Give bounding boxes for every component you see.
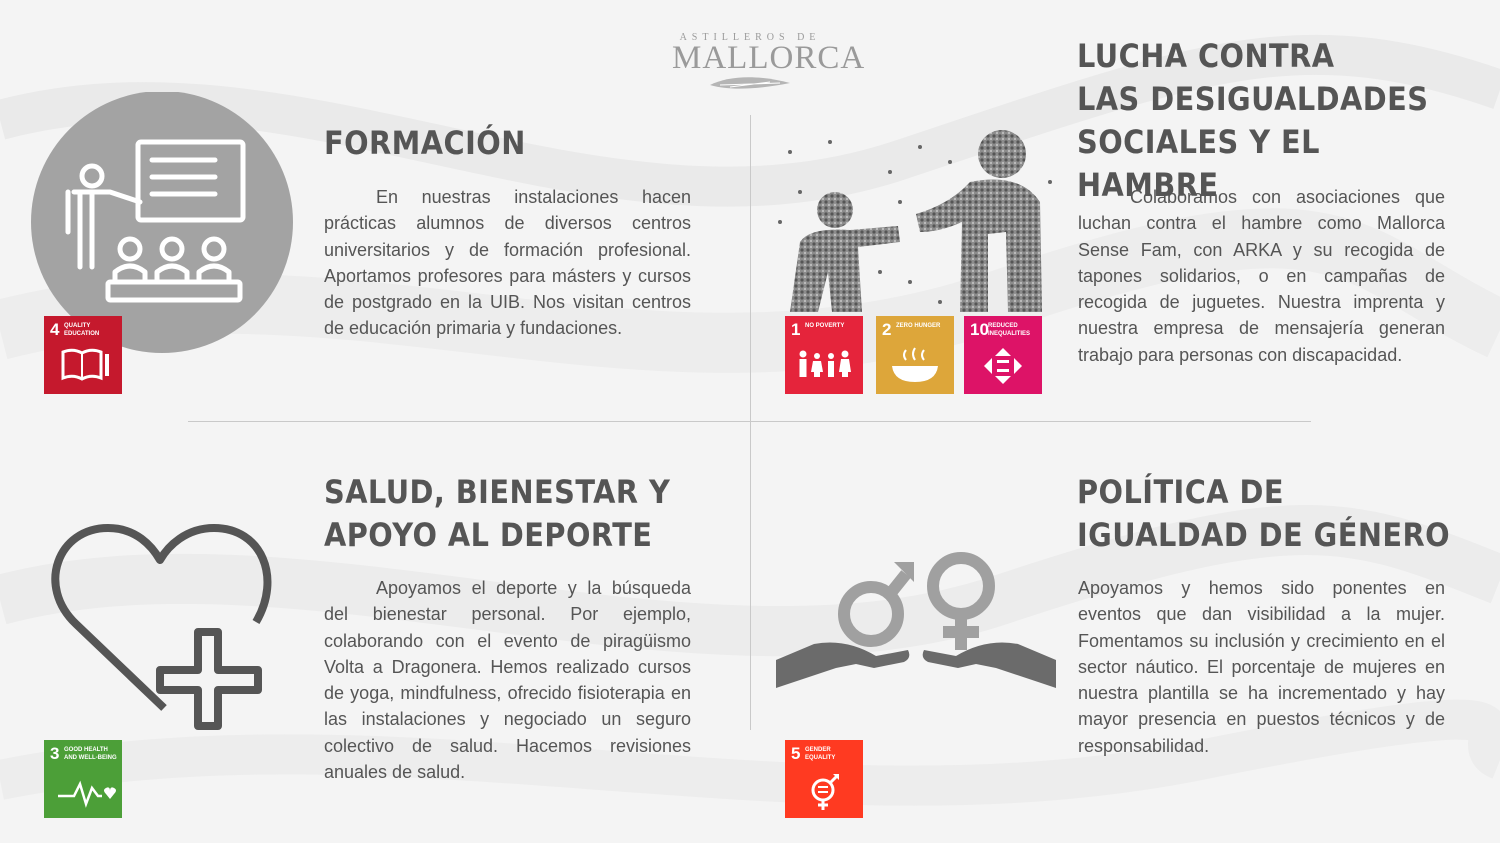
desigualdades-title — [1077, 35, 1458, 207]
sdg-badge-reduced-inequalities — [964, 316, 1042, 394]
sdg-badge-quality-education — [44, 316, 122, 394]
igualdad-body: Apoyamos y hemos sido ponentes en eventos que dan visibilidad a la mujer. Fomentamos su inclusión y crecimiento en el sector náutico. El porcentaje de mujeres en nuestra plantilla se ha incrementado y hay mayor presencia en puestos técnicos y de responsabilidad. — [1078, 578, 1445, 756]
gender-symbols-hands-icon — [776, 552, 1056, 694]
bowl-icon — [876, 316, 954, 394]
sdg-label: REDUCED INEQUALITIES — [988, 323, 1031, 337]
sdg-number: 10 — [970, 320, 989, 339]
sdg-badge-good-health — [44, 740, 122, 818]
salud-title-line-1: SALUD, BIENESTAR Y — [324, 473, 671, 511]
desigualdades-title-line-1: LUCHA CONTRA — [1077, 37, 1335, 75]
shell-icon — [700, 73, 800, 93]
heartbeat-icon — [44, 740, 122, 818]
sdg-label: GENDER EQUALITY — [805, 747, 836, 761]
salud-body: Apoyamos el deporte y la búsqueda del bienestar personal. Por ejemplo, colaborando con el evento de piragüismo Volta a Dragonera. Hemos realizado cursos de yoga, mindfulness, ofrecido fisioterapia en las instalaciones y negociado un seguro colectivo de salud. Hacemos revisiones anuales de salud. — [324, 578, 691, 783]
sdg-label: ZERO HUNGER — [896, 323, 941, 329]
sdg-badge-zero-hunger — [876, 316, 954, 394]
crowd-helping-hand-icon — [770, 122, 1060, 317]
salud-title — [324, 471, 670, 557]
desigualdades-title-line-3: SOCIALES Y EL HAMBRE — [1077, 123, 1320, 204]
company-logo — [672, 32, 866, 98]
logo-top-text: ASTILLEROS DE — [679, 32, 821, 43]
horizontal-divider — [188, 421, 1311, 422]
igualdad-title — [1077, 471, 1450, 557]
sdg-number: 5 — [791, 744, 801, 763]
sdg-number: 2 — [882, 320, 892, 339]
igualdad-title-line-1: POLÍTICA DE — [1077, 473, 1284, 511]
sdg-number: 3 — [50, 744, 60, 763]
book-pencil-icon — [44, 316, 122, 394]
formacion-body: En nuestras instalaciones hacen prácticas alumnos de diversos centros universitarios y de formación profesional. Aportamos profesores para másters y cursos de postgrado en la UIB. Nos visitan centros de educación primaria y fundaciones. — [324, 187, 691, 339]
family-icon — [785, 316, 863, 394]
sdg-label: GOOD HEALTH AND WELL-BEING — [64, 747, 117, 761]
sdg-badge-no-poverty — [785, 316, 863, 394]
vertical-divider — [750, 115, 751, 730]
desigualdades-title-line-2: LAS DESIGUALDADES — [1077, 80, 1429, 118]
sdg-number: 1 — [791, 320, 801, 339]
equal-arrows-icon — [964, 316, 1042, 394]
heart-plus-icon — [46, 520, 278, 732]
logo-main-text: MALLORCA — [672, 40, 866, 76]
igualdad-title-line-2: IGUALDAD DE GÉNERO — [1077, 516, 1451, 554]
desigualdades-body: Colaboramos con asociaciones que luchan contra el hambre como Mallorca Sense Fam, con ARKA y su recogida de tapones solidarios, o en campañas de recogida de juguetes. Nuestra imprenta y nuestra empresa de mensajería generan trabajo para personas con discapacidad. — [1078, 187, 1445, 365]
sdg-label: QUALITY EDUCATION — [64, 323, 100, 337]
gender-equality-icon — [785, 740, 863, 818]
sdg-badge-gender-equality — [785, 740, 863, 818]
salud-title-line-2: APOYO AL DEPORTE — [324, 516, 653, 554]
formacion-title: FORMACIÓN — [324, 124, 526, 162]
sdg-number: 4 — [50, 320, 60, 339]
sdg-label: NO POVERTY — [805, 323, 845, 329]
